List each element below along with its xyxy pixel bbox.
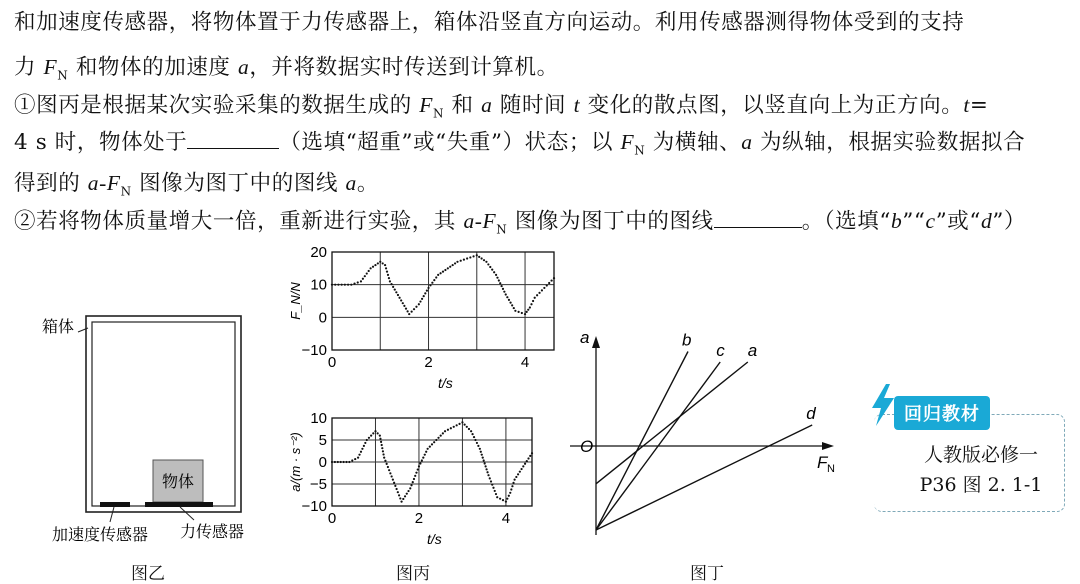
textbook-line-1: 人教版必修一 — [923, 444, 1038, 466]
textbook-badge: 回归教材 — [894, 396, 990, 430]
acc-ytick: −10 — [301, 498, 327, 515]
ding-x-label: F — [817, 453, 828, 472]
fn-ytick: 0 — [318, 309, 327, 327]
text-line-4: 4 s 时，物体处于 （选填“超重”或“失重”）状态；以 $F_N$ 为横轴、a 为纵轴，根据实验数据拟合 — [14, 130, 1026, 158]
text-line-5: 得到的 $a-F_N$ 图像为图丁中的图线 a。 — [14, 171, 379, 199]
acc-ytick: 5 — [318, 432, 327, 449]
ding-line-label-c: c — [716, 341, 725, 360]
textbook-reference — [868, 378, 1072, 514]
acc-xtick: 2 — [414, 510, 424, 527]
accel-label: 加速度传感器 — [52, 527, 149, 544]
box-label: 箱体 — [42, 319, 75, 336]
ding-y-arrow — [592, 336, 600, 348]
fn-xtick: 4 — [520, 354, 530, 371]
acc-xtick: 0 — [327, 510, 337, 527]
text-line-3: ①图丙是根据某次实验采集的数据生成的 $F_N$ 和 a 随时间 t 变化的散点图，以竖直向上为正方向。t= — [14, 93, 989, 121]
ding-y-label: a — [580, 328, 590, 347]
textbook-line-2: P36 图 2. 1-1 — [919, 474, 1043, 496]
fn-ytick: 10 — [310, 276, 327, 294]
text-line-2: 力 $F_N$ 和物体的加速度 a，并将数据实时传送到计算机。 — [14, 55, 559, 83]
caption-yi: 图乙 — [131, 564, 165, 584]
caption-bing: 图丙 — [396, 564, 430, 584]
ding-line-d — [596, 425, 812, 530]
ding-line-label-b: b — [682, 330, 692, 350]
fn-xtick: 0 — [327, 354, 337, 371]
fn-xtick: 2 — [424, 354, 433, 371]
ding-line-a — [596, 362, 748, 484]
text-line-6: ②若将物体质量增大一倍，重新进行实验，其 $a-F_N$ 图像为图丁中的图线 。（选填“b”“c”或“d”） — [14, 209, 1027, 237]
ding-x-arrow — [822, 442, 834, 450]
fn-ylabel: F_N/N — [288, 282, 303, 320]
ding-x-sub: N — [827, 463, 835, 475]
acc-ytick: 0 — [318, 454, 327, 471]
fn-ytick: 20 — [310, 244, 327, 261]
acc-ylabel: a/(m · s⁻²) — [288, 432, 303, 492]
object-label: 物体 — [161, 474, 195, 491]
fn-xlabel: t/s — [438, 375, 453, 391]
ding-origin: O — [580, 437, 594, 456]
ding-lines — [596, 331, 816, 531]
ding-line-b — [596, 352, 688, 531]
fn-ytick: −10 — [301, 342, 327, 359]
acc-xlabel: t/s — [427, 531, 442, 547]
force-label: 力传感器 — [180, 524, 245, 541]
acc-ytick: −5 — [309, 476, 327, 493]
acc-xtick: 4 — [501, 510, 511, 527]
caption-ding: 图丁 — [690, 564, 724, 584]
acc-ytick: 10 — [310, 410, 327, 427]
ding-line-label-d: d — [806, 404, 816, 423]
ding-line-label-a: a — [747, 341, 758, 360]
text-line-1: 和加速度传感器，将物体置于力传感器上，箱体沿竖直方向运动。利用传感器测得物体受到的支持 — [14, 10, 965, 35]
